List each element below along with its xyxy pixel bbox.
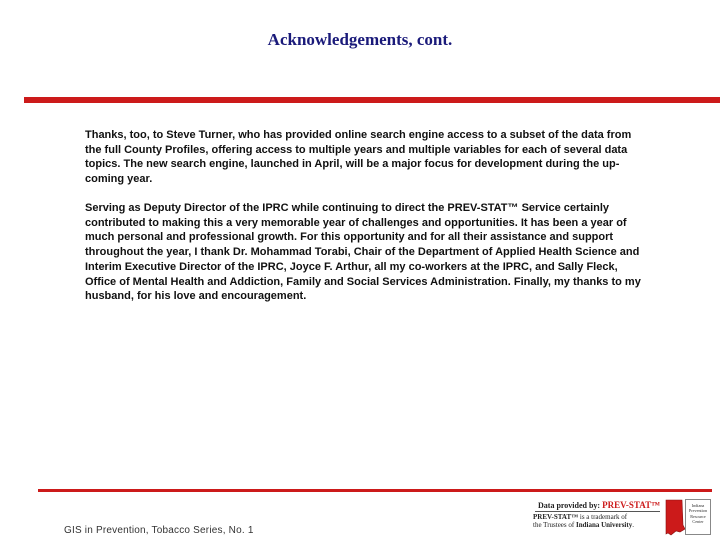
- bottom-divider: [38, 489, 712, 492]
- paragraph-search-engine: Thanks, too, to Steve Turner, who has provided online search engine access to a subset of the data from the full County Profiles, offering access to multiple years and multiple variables for each of several data topics. The new search engine, launched in April, will be a major focus for development during the up-coming year.: [85, 129, 632, 186]
- logo-line: Center: [692, 518, 704, 524]
- trademark-notice: [533, 513, 634, 529]
- iprc-logo: [663, 497, 713, 539]
- trademark-trustees: the Trustees of: [533, 521, 576, 529]
- logo-line: Resource: [690, 513, 706, 519]
- trademark-line-2: [533, 521, 634, 529]
- iprc-logo-text: [685, 499, 711, 535]
- data-credit: [538, 500, 660, 510]
- paragraph-thanks: Serving as Deputy Director of the IPRC while continuing to direct the PREV-STAT™ Service certainly contributed to making this a very memorable year of challenges and opportunities. It has been a year of much personal and professional growth. For this opportunity and for all their assistance and support throughout the year, I thank Dr. Mohammad Torabi, Chair of the Department of Applied Health Science and Interim Executive Director of the IPRC, Joyce F. Arthur, all my co-workers at the IPRC, and Sally Fleck, Office of Mental Health and Addiction, Family and Social Services Administration. Finally, my thanks to my husband, for his love and encouragement.: [85, 202, 641, 303]
- trademark-period: .: [632, 521, 634, 529]
- credit-divider: [535, 511, 660, 512]
- logo-line: Indiana: [691, 503, 705, 508]
- data-credit-brand: PREV-STAT™: [602, 500, 661, 510]
- top-divider: [24, 97, 720, 103]
- trademark-university: Indiana University: [575, 521, 633, 529]
- trademark-text: is a trademark of: [579, 513, 628, 521]
- trademark-brand: PREV-STAT™: [533, 513, 580, 521]
- trademark-line-1: [533, 513, 634, 521]
- slide-title: Acknowledgements, cont.: [267, 30, 453, 49]
- logo-line: Prevention: [688, 508, 708, 514]
- data-credit-prefix: Data provided by:: [538, 501, 603, 510]
- indiana-state-icon: [663, 497, 687, 539]
- series-caption: GIS in Prevention, Tobacco Series, No. 1: [64, 525, 254, 536]
